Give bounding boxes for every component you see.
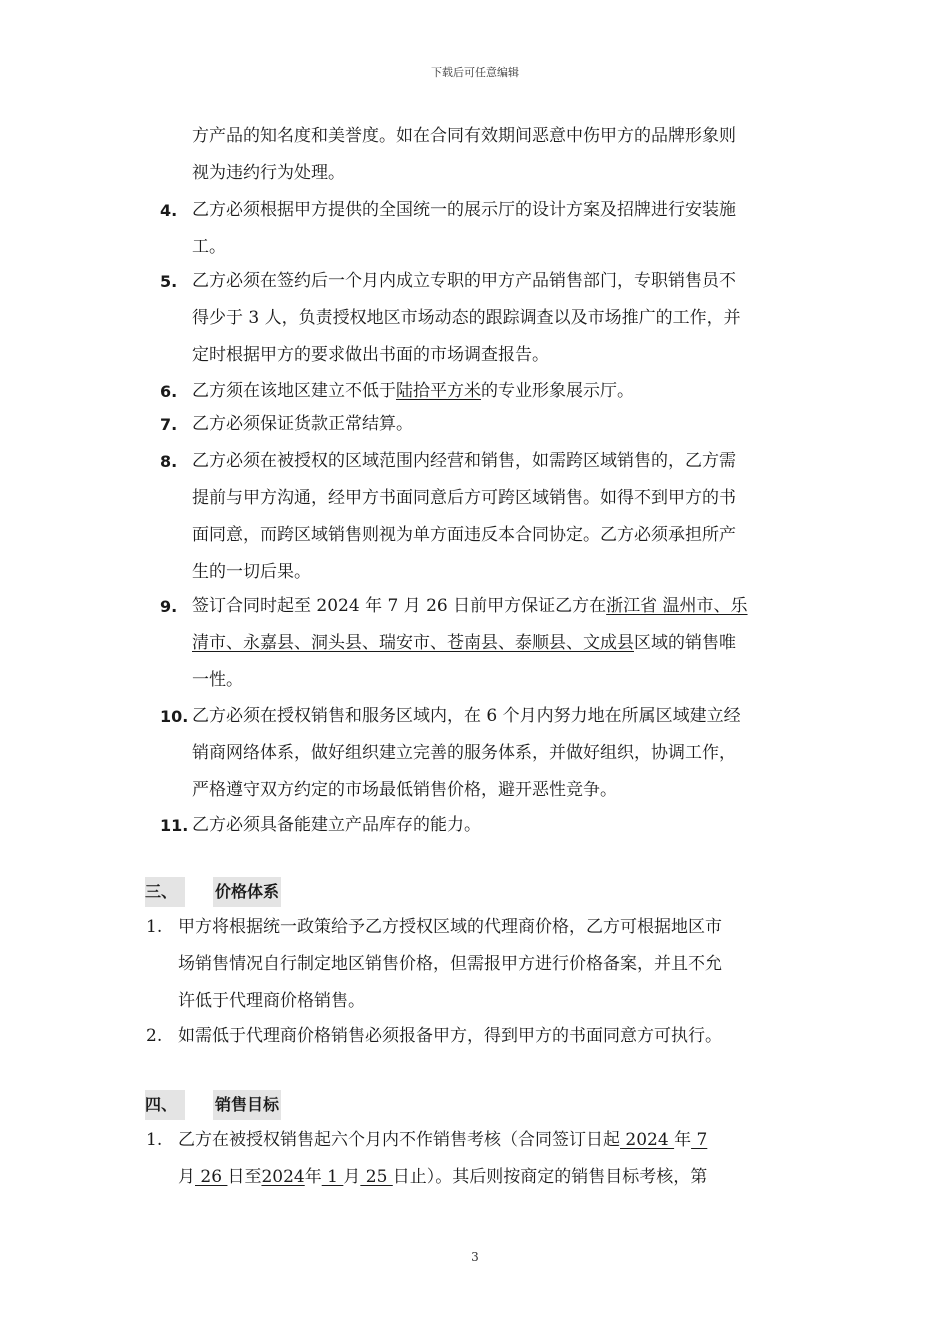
list-item-line: 乙方必须在签约后一个月内成立专职的甲方产品销售部门，专职销售员不: [192, 271, 736, 291]
list-number: 10.: [160, 707, 189, 726]
month-fill-in: 1: [321, 1167, 344, 1187]
list-item-line: 一性。: [192, 670, 243, 690]
list-item-line: [178, 1122, 803, 1159]
list-number: 5.: [160, 272, 178, 291]
list-item-line: 甲方将根据统一政策给予乙方授权区域的代理商价格，乙方可根据地区市: [178, 917, 722, 937]
list-item: [192, 443, 807, 591]
list-number: 6.: [160, 382, 178, 401]
list-item: [192, 373, 807, 410]
list-item: [192, 588, 807, 699]
list-number: 4.: [160, 201, 178, 220]
list-item: [192, 807, 807, 844]
list-number: 2.: [146, 1026, 163, 1046]
continuation-paragraph: [192, 118, 807, 192]
list-item-line: 工。: [192, 237, 226, 257]
list-item-line: 乙方必须在授权销售和服务区域内，在 6 个月内努力地在所属区域建立经: [192, 706, 741, 726]
list-item-line: [192, 588, 807, 625]
section-title: 价格体系: [213, 877, 281, 907]
section-title: 销售目标: [213, 1090, 281, 1120]
list-item: [192, 192, 807, 266]
list-item: [178, 909, 803, 1020]
list-item: [192, 406, 807, 443]
list-item-text: 区域的销售唯: [634, 633, 736, 653]
list-item: [178, 1018, 803, 1055]
list-item: [192, 698, 807, 809]
year-fill-in: 2024: [620, 1130, 675, 1150]
underlined-fill-in: 陆拾平方米: [396, 381, 481, 401]
list-number: 9.: [160, 597, 178, 616]
list-item-text: 月: [343, 1167, 361, 1187]
list-item-text: 乙方须在该地区建立不低于: [192, 381, 396, 401]
list-item-line: 得少于 3 人，负责授权地区市场动态的跟踪调查以及市场推广的工作，并: [192, 308, 741, 328]
list-item-line: 提前与甲方沟通，经甲方书面同意后方可跨区域销售。如得不到甲方的书: [192, 488, 736, 508]
list-number: 1.: [146, 917, 163, 937]
list-number: 8.: [160, 452, 178, 471]
list-item-line: [178, 1159, 803, 1196]
paragraph-line: 视为违约行为处理。: [192, 163, 345, 183]
list-item-line: 乙方必须具备能建立产品库存的能力。: [192, 815, 481, 835]
section-number: 四、: [145, 1090, 185, 1120]
paragraph-line: 方产品的知名度和美誉度。如在合同有效期间恶意中伤甲方的品牌形象则: [192, 126, 736, 146]
underlined-fill-in: 浙江省 温州市、乐: [606, 596, 748, 616]
list-item-line: 生的一切后果。: [192, 562, 311, 582]
list-item-text: 签订合同时起至 2024 年 7 月 26 日前甲方保证乙方在: [192, 596, 607, 616]
list-item-line: 乙方必须保证货款正常结算。: [192, 414, 413, 434]
list-number: 7.: [160, 415, 178, 434]
list-item-text: 日至: [227, 1167, 262, 1187]
month-fill-in: 7: [691, 1130, 708, 1150]
day-fill-in: 26: [195, 1167, 228, 1187]
page-header: 下载后可任意编辑: [431, 66, 519, 79]
list-item-text: 日止）。其后则按商定的销售目标考核，第: [392, 1167, 708, 1187]
list-item-line: 销商网络体系，做好组织建立完善的服务体系，并做好组织，协调工作，: [192, 743, 736, 763]
list-item-text: 乙方在被授权销售起六个月内不作销售考核（合同签订日起: [178, 1130, 620, 1150]
list-item: [192, 263, 807, 374]
list-item-line: 许低于代理商价格销售。: [178, 991, 365, 1011]
list-item-line: 严格遵守双方约定的市场最低销售价格，避开恶性竞争。: [192, 780, 617, 800]
list-item-line: 面同意，而跨区域销售则视为单方面违反本合同协定。乙方必须承担所产: [192, 525, 736, 545]
list-item-text: 年: [674, 1130, 692, 1150]
list-item-line: 乙方必须根据甲方提供的全国统一的展示厅的设计方案及招牌进行安装施: [192, 200, 736, 220]
list-number: 1.: [146, 1130, 163, 1150]
list-item-line: 如需低于代理商价格销售必须报备甲方，得到甲方的书面同意方可执行。: [178, 1026, 722, 1046]
list-item-line: 场销售情况自行制定地区销售价格，但需报甲方进行价格备案，并且不允: [178, 954, 722, 974]
year-fill-in: 2024: [261, 1167, 305, 1187]
list-item-text: 年: [304, 1167, 322, 1187]
section-number: 三、: [145, 877, 185, 907]
list-item-text: 月: [178, 1167, 195, 1187]
underlined-fill-in: 清市、永嘉县、洞头县、瑞安市、苍南县、泰顺县、文成县: [192, 633, 634, 653]
section-heading: [145, 1090, 281, 1120]
list-item-line: [192, 625, 807, 662]
section-heading: [145, 877, 281, 907]
list-item-text: 的专业形象展示厅。: [481, 381, 634, 401]
list-item: [178, 1122, 803, 1196]
list-item-line: 定时根据甲方的要求做出书面的市场调查报告。: [192, 345, 549, 365]
day-fill-in: 25: [360, 1167, 393, 1187]
list-item-line: 乙方必须在被授权的区域范围内经营和销售，如需跨区域销售的，乙方需: [192, 451, 736, 471]
page-number: 3: [471, 1250, 479, 1264]
list-number: 11.: [160, 816, 189, 835]
